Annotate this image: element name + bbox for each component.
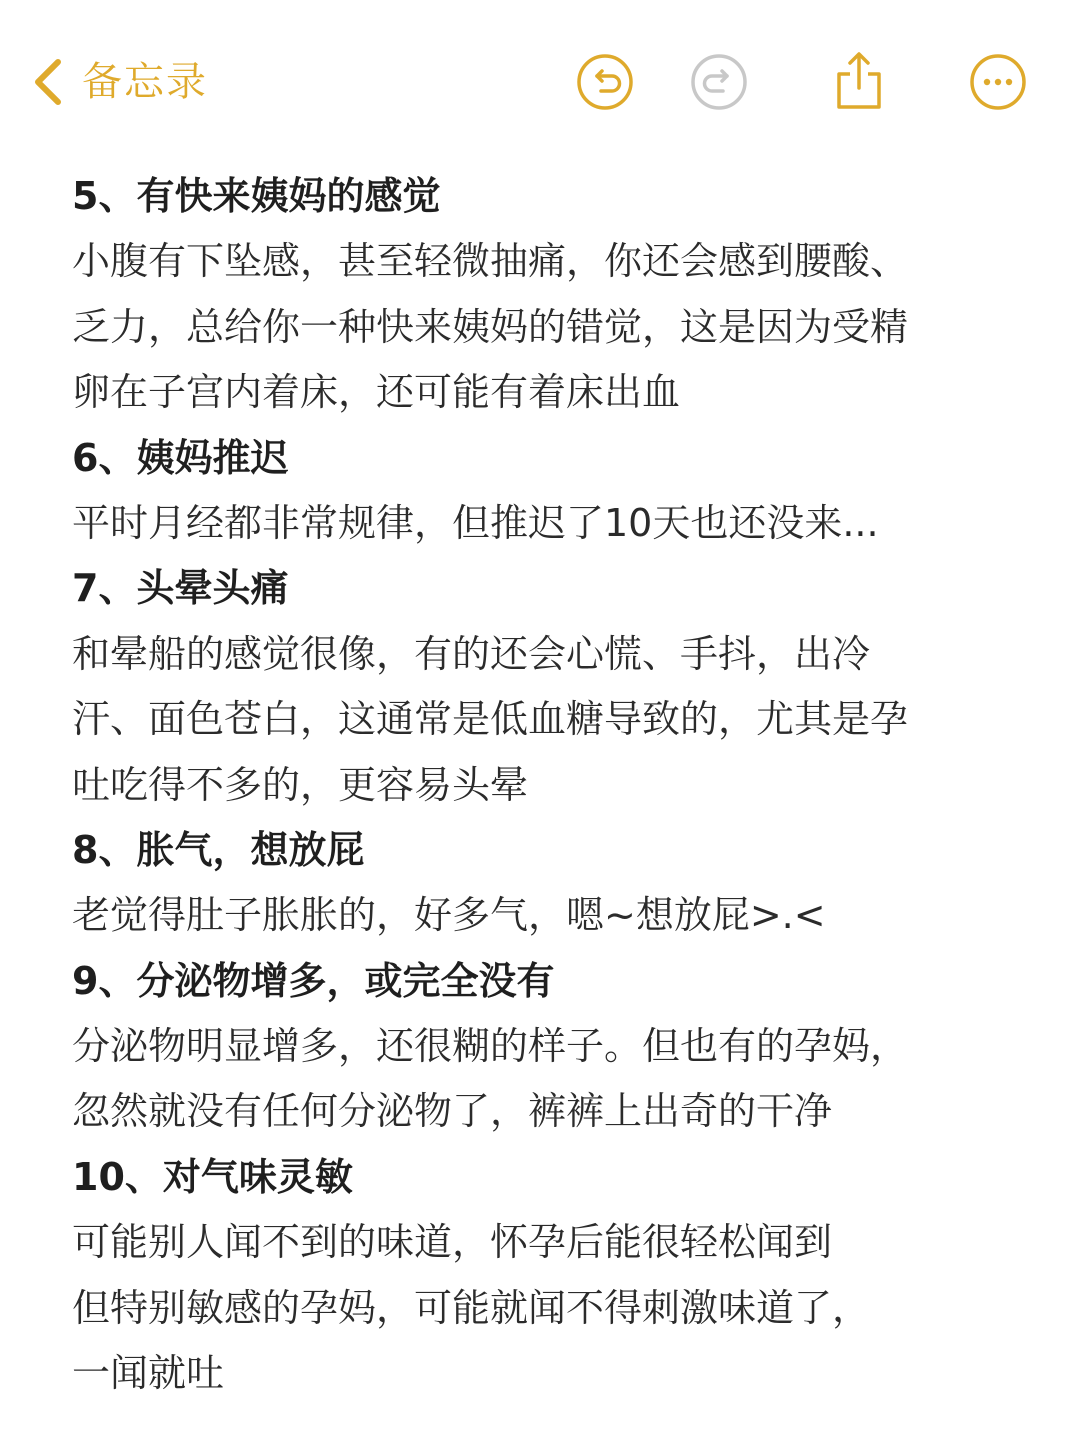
navigation-bar <box>0 0 1080 150</box>
paragraph-line: 忽然就没有任何分泌物了，裤裤上出奇的干净 <box>72 1089 833 1134</box>
section-heading: 5、有快来姨妈的感觉 <box>72 174 441 218</box>
section-heading: 9、分泌物增多，或完全没有 <box>72 958 555 1003</box>
back-label: 备忘录 <box>82 59 208 105</box>
more-icon[interactable] <box>968 52 1028 112</box>
paragraph-line: 小腹有下坠感，甚至轻微抽痛，你还会感到腰酸、 <box>72 239 909 284</box>
note-content[interactable] <box>72 164 1032 1406</box>
section-heading: 7、头晕头痛 <box>72 566 289 611</box>
paragraph-line: 吐吃得不多的，更容易头晕 <box>72 762 529 807</box>
back-button[interactable] <box>28 50 208 114</box>
paragraph-line: 老觉得肚子胀胀的，好多气，嗯~想放屁>.< <box>72 893 826 938</box>
share-icon[interactable] <box>829 50 889 112</box>
paragraph-line: 但特别敏感的孕妈，可能就闻不得刺激味道了， <box>72 1285 871 1330</box>
paragraph-line: 平时月经都非常规律，但推迟了10天也还没来... <box>72 500 879 545</box>
undo-icon[interactable] <box>575 52 635 112</box>
chevron-left-icon <box>28 54 68 110</box>
section-heading: 6、姨妈推迟 <box>72 435 289 480</box>
paragraph-line: 分泌物明显增多，还很糊的样子。但也有的孕妈， <box>72 1024 909 1069</box>
paragraph-line: 和晕船的感觉很像，有的还会心慌、手抖，出冷 <box>72 631 871 676</box>
paragraph-line: 乏力，总给你一种快来姨妈的错觉，这是因为受精 <box>72 304 909 349</box>
paragraph-line: 一闻就吐 <box>72 1351 225 1396</box>
paragraph-line: 汗、面色苍白，这通常是低血糖导致的，尤其是孕 <box>72 697 909 742</box>
paragraph-line: 可能别人闻不到的味道，怀孕后能很轻松闻到 <box>72 1220 833 1265</box>
section-heading: 8、胀气，想放屁 <box>72 827 365 872</box>
paragraph-line: 卵在子宫内着床，还可能有着床出血 <box>72 370 681 415</box>
section-heading: 10、对气味灵敏 <box>72 1154 353 1199</box>
redo-icon[interactable] <box>689 52 749 112</box>
